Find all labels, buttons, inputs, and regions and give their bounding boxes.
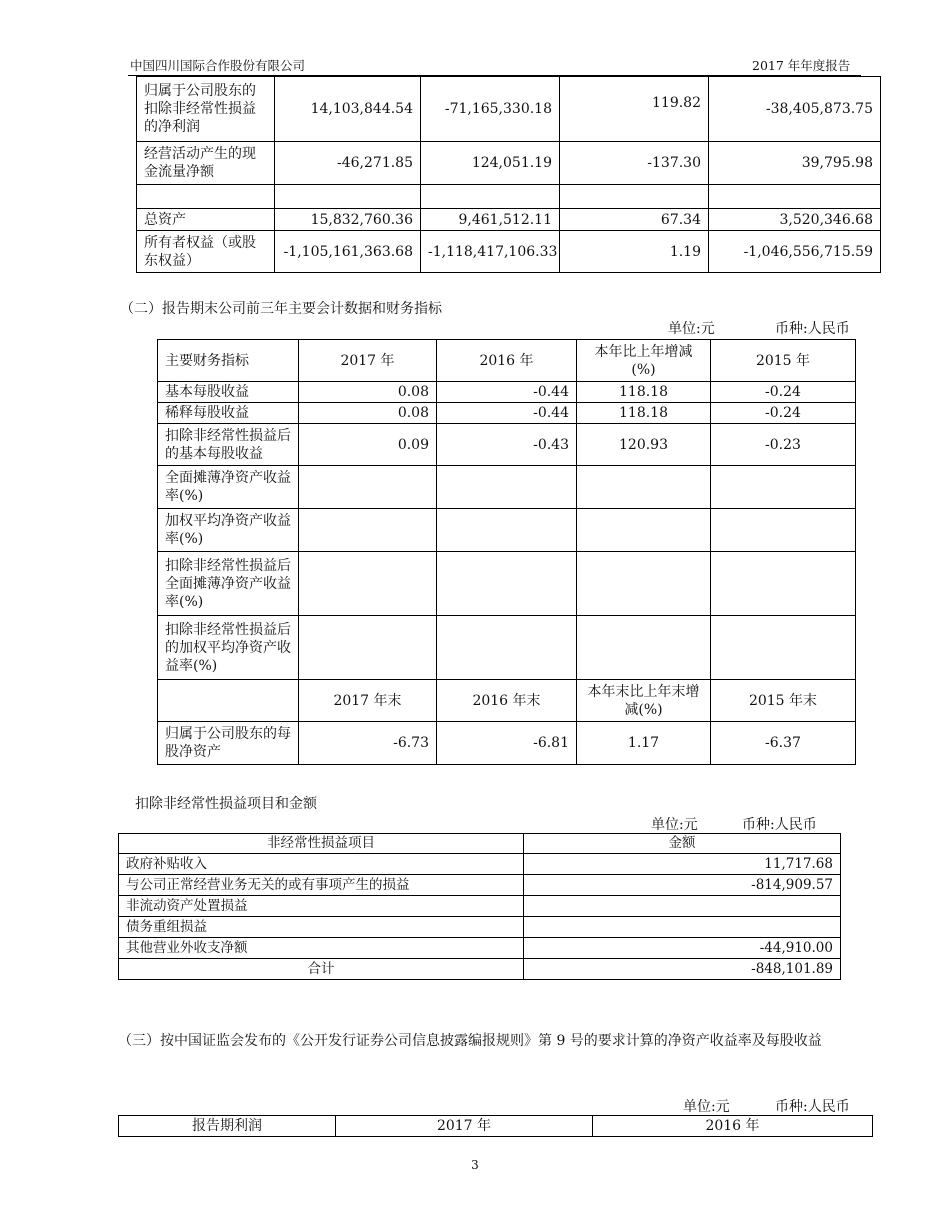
cell-2017: -6.73 (299, 722, 437, 765)
table-header-row (119, 1116, 873, 1137)
cell-2015 (711, 552, 856, 616)
cell-2016: -0.44 (437, 403, 577, 424)
cell-2015: -1,046,556,715.59 (709, 231, 881, 273)
cell-change: 120.93 (577, 424, 711, 466)
item-amount: -814,909.57 (524, 875, 841, 896)
unit-label: 单位:元 (668, 321, 715, 337)
column-header: 2016 年 (593, 1116, 873, 1137)
unit-label: 单位:元 (651, 817, 698, 833)
cell-change (577, 509, 711, 552)
item-label: 其他营业外收支净额 (119, 938, 524, 959)
item-amount: 11,717.68 (524, 854, 841, 875)
roe-eps-table (118, 1115, 873, 1137)
section-title-nonrecurring: 扣除非经常性损益项目和金额 (135, 796, 317, 812)
section-title-roe-eps: （三）按中国证监会发布的《公开发行证券公司信息披露编报规则》第 9 号的要求计算的净资产收益率及每股收益 (118, 1033, 822, 1049)
table-total-row (119, 959, 841, 980)
cell-2015 (711, 466, 856, 509)
cell-change: 1.19 (560, 231, 709, 273)
cell-2017 (275, 185, 421, 209)
cell-2017 (299, 616, 437, 680)
column-header: 2015 年 (711, 340, 856, 382)
table-row (119, 875, 841, 896)
cell-2015 (711, 509, 856, 552)
table-row (158, 382, 856, 403)
item-amount: -44,910.00 (524, 938, 841, 959)
cell-2017: 0.09 (299, 424, 437, 466)
cell-2016: -1,118,417,106.33 (421, 231, 560, 273)
cell-2017 (299, 466, 437, 509)
cell-2015: -0.24 (711, 382, 856, 403)
cell-2015 (711, 616, 856, 680)
cell-2017: 0.08 (299, 382, 437, 403)
cell-2016 (437, 552, 577, 616)
row-label: 扣除非经常性损益后全面摊薄净资产收益率(%) (158, 552, 299, 616)
item-label: 债务重组损益 (119, 917, 524, 938)
column-header: 2017 年末 (299, 680, 437, 722)
column-header (158, 680, 299, 722)
table-row (137, 185, 881, 209)
cell-2016: -6.81 (437, 722, 577, 765)
header-company: 中国四川国际合作股份有限公司 (130, 58, 306, 73)
table-header-row (119, 834, 841, 854)
cell-2015 (709, 185, 881, 209)
table-row (158, 509, 856, 552)
cell-2016: 9,461,512.11 (421, 209, 560, 231)
cell-2016: -0.43 (437, 424, 577, 466)
column-header: 非经常性损益项目 (119, 834, 524, 854)
cell-2017: -1,105,161,363.68 (275, 231, 421, 273)
cell-2017: -46,271.85 (275, 142, 421, 185)
cell-change: 1.17 (577, 722, 711, 765)
page-number: 3 (471, 1158, 479, 1172)
cell-change (560, 185, 709, 209)
table-row (158, 722, 856, 765)
currency-label: 币种:人民币 (775, 321, 850, 337)
key-data-table (136, 76, 881, 273)
table-row (119, 896, 841, 917)
column-header: 金额 (524, 834, 841, 854)
column-header: 主要财务指标 (158, 340, 299, 382)
cell-change: 118.18 (577, 382, 711, 403)
cell-2015: -0.23 (711, 424, 856, 466)
row-label: 全面摊薄净资产收益率(%) (158, 466, 299, 509)
column-header: 2017 年 (299, 340, 437, 382)
cell-2016: 124,051.19 (421, 142, 560, 185)
financial-indicators-table (157, 339, 856, 765)
cell-2016: -71,165,330.18 (421, 77, 560, 142)
nonrecurring-items-table (118, 833, 841, 980)
item-label: 与公司正常经营业务无关的或有事项产生的损益 (119, 875, 524, 896)
column-header: 本年末比上年末增减(%) (577, 680, 711, 722)
cell-2016 (421, 185, 560, 209)
column-header: 2016 年末 (437, 680, 577, 722)
column-header: 本年比上年增减(%) (577, 340, 711, 382)
cell-change (577, 616, 711, 680)
item-amount (524, 917, 841, 938)
currency-label: 币种:人民币 (775, 1099, 850, 1115)
cell-2016 (437, 466, 577, 509)
cell-2016: -0.44 (437, 382, 577, 403)
column-header: 2016 年 (437, 340, 577, 382)
row-label: 扣除非经常性损益后的基本每股收益 (158, 424, 299, 466)
cell-2017: 15,832,760.36 (275, 209, 421, 231)
cell-2017 (299, 509, 437, 552)
column-header: 报告期利润 (119, 1116, 336, 1137)
unit-label: 单位:元 (683, 1099, 730, 1115)
cell-change (577, 552, 711, 616)
cell-change: 119.82 (560, 77, 709, 142)
table-row (158, 424, 856, 466)
table-row (158, 616, 856, 680)
table-row (119, 854, 841, 875)
cell-2015: -0.24 (711, 403, 856, 424)
total-label: 合计 (119, 959, 524, 980)
table-row (137, 142, 881, 185)
row-label: 所有者权益（或股东权益） (137, 231, 275, 273)
row-label: 扣除非经常性损益后的加权平均净资产收益率(%) (158, 616, 299, 680)
table-row (158, 466, 856, 509)
cell-2017: 0.08 (299, 403, 437, 424)
table-row (158, 403, 856, 424)
item-amount (524, 896, 841, 917)
table-row (119, 917, 841, 938)
row-label: 基本每股收益 (158, 382, 299, 403)
total-amount: -848,101.89 (524, 959, 841, 980)
table-header-row (158, 340, 856, 382)
cell-change (577, 466, 711, 509)
row-label: 加权平均净资产收益率(%) (158, 509, 299, 552)
column-header: 2017 年 (336, 1116, 593, 1137)
currency-label: 币种:人民币 (742, 817, 817, 833)
cell-change: 67.34 (560, 209, 709, 231)
row-label: 总资产 (137, 209, 275, 231)
table-row (158, 552, 856, 616)
cell-change: -137.30 (560, 142, 709, 185)
row-label: 经营活动产生的现金流量净额 (137, 142, 275, 185)
cell-change: 118.18 (577, 403, 711, 424)
cell-2017: 14,103,844.54 (275, 77, 421, 142)
column-header: 2015 年末 (711, 680, 856, 722)
row-label (137, 185, 275, 209)
item-label: 非流动资产处置损益 (119, 896, 524, 917)
cell-2017 (299, 552, 437, 616)
section-title-indicators: （二）报告期末公司前三年主要会计数据和财务指标 (120, 301, 442, 317)
table-row (137, 77, 881, 142)
cell-2016 (437, 509, 577, 552)
cell-2015: 39,795.98 (709, 142, 881, 185)
cell-2015: -6.37 (711, 722, 856, 765)
table-row (119, 938, 841, 959)
row-label: 稀释每股收益 (158, 403, 299, 424)
header-report-title: 2017 年年度报告 (752, 58, 851, 73)
row-label: 归属于公司股东的每股净资产 (158, 722, 299, 765)
cell-2016 (437, 616, 577, 680)
table-row (137, 231, 881, 273)
table-row (137, 209, 881, 231)
item-label: 政府补贴收入 (119, 854, 524, 875)
table-subheader-row (158, 680, 856, 722)
cell-2015: 3,520,346.68 (709, 209, 881, 231)
row-label: 归属于公司股东的扣除非经常性损益的净利润 (137, 77, 275, 142)
cell-2015: -38,405,873.75 (709, 77, 881, 142)
